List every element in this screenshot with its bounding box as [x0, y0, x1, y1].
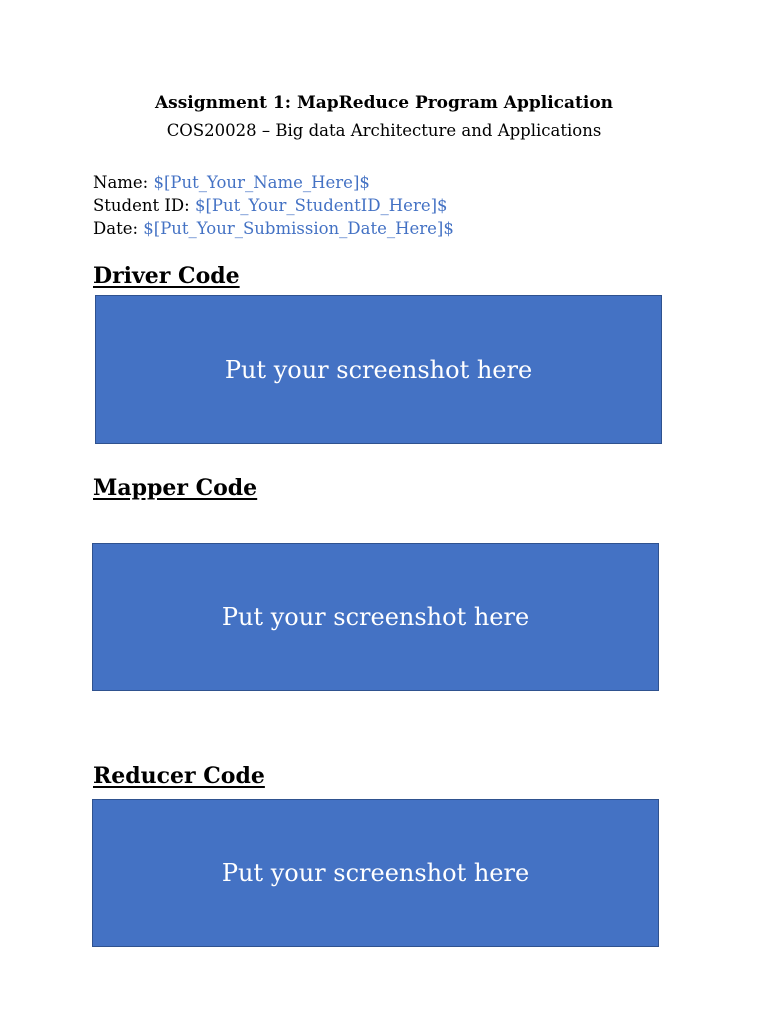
- name-label: Name:: [93, 173, 154, 192]
- name-line: [93, 171, 454, 194]
- driver-code-heading: Driver Code: [93, 263, 240, 289]
- name-placeholder: $[Put_Your_Name_Here]$: [153, 173, 370, 192]
- mapper-screenshot-placeholder: [92, 543, 659, 691]
- mapper-screenshot-text: Put your screenshot here: [221, 603, 530, 631]
- reducer-screenshot-placeholder: [92, 799, 659, 947]
- reducer-code-heading: Reducer Code: [93, 763, 265, 789]
- driver-screenshot-placeholder: [95, 295, 662, 444]
- student-id-line: [93, 194, 454, 217]
- document-title: Assignment 1: MapReduce Program Application: [154, 93, 614, 113]
- student-info-block: [93, 171, 454, 240]
- student-id-label: Student ID:: [93, 196, 195, 215]
- date-label: Date:: [93, 219, 144, 238]
- date-line: [93, 217, 454, 240]
- reducer-screenshot-text: Put your screenshot here: [221, 859, 530, 887]
- driver-screenshot-text: Put your screenshot here: [224, 355, 533, 384]
- student-id-placeholder: $[Put_Your_StudentID_Here]$: [194, 196, 448, 215]
- date-placeholder: $[Put_Your_Submission_Date_Here]$: [143, 219, 454, 238]
- mapper-code-heading: Mapper Code: [93, 475, 258, 501]
- course-subtitle: COS20028 – Big data Architecture and Applications: [166, 121, 602, 140]
